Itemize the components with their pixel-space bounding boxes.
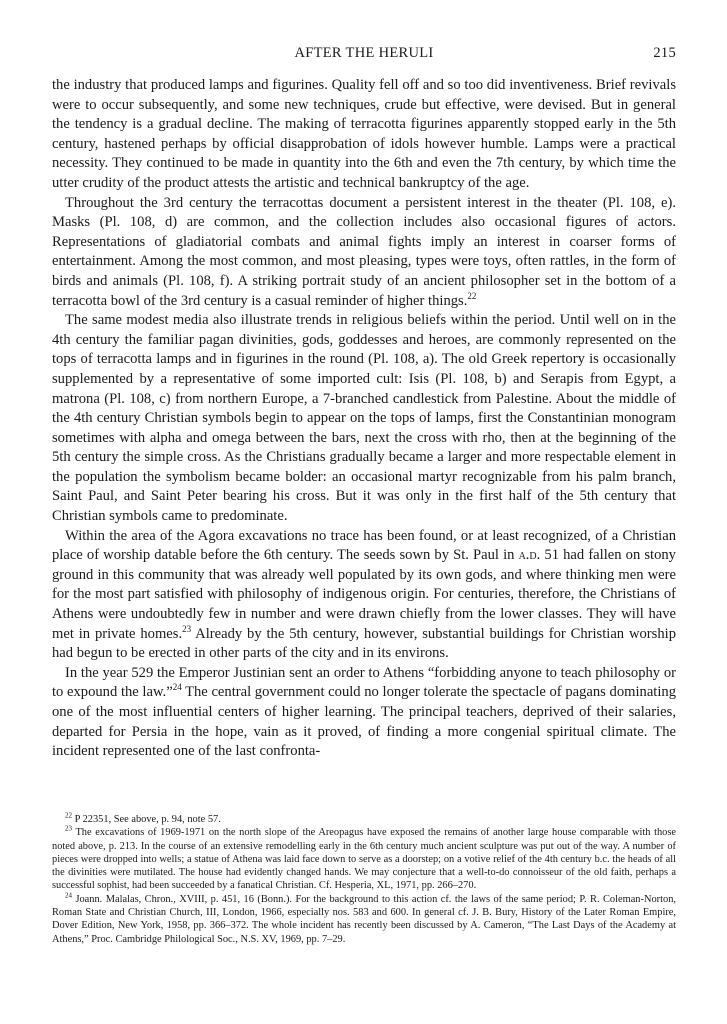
paragraph-5-text-b: The central government could no longer tolerate the spectacle of pagans dominating one of the most influential centers of higher learning. The principal teachers, deprived of their salaries, departed for Persia in the hope, vain as it proved, of finding a more congenial spiritual climate. The incident represented one of the last confronta- [52,684,676,760]
footnote-24-mark: 24 [65,891,72,900]
footnote-23-mark: 23 [65,824,72,833]
footnote-22-text: P 22351, See above, p. 94, note 57. [72,814,221,825]
footnote-ref-22[interactable]: 22 [467,290,477,301]
footnote-22-mark: 22 [65,811,72,820]
page-header [52,45,676,65]
paragraph-5 [52,664,676,762]
era-abbreviation: a.d. [518,547,541,564]
paragraph-1-text: the industry that produced lamps and figurines. Quality fell off and so too did inventiveness. Brief revivals were to occur subsequently, and some new techniques, crude but effective, were devised. But in general the tendency is a gradual decline. The making of terracotta figurines apparently stopped early in the 5th century, hastened perhaps by official disapprobation of idols however humble. Lamps were a practical necessity. They continued to be made in quantity into the 6th and even the 7th century, by which time the utter crudity of the product attests the artistic and technical bankruptcy of the age. [52,77,676,191]
footnote-ref-24[interactable]: 24 [172,682,182,693]
running-head: AFTER THE HERULI [294,45,434,61]
paragraph-3-text: The same modest media also illustrate trends in religious beliefs within the period. Until well on in the 4th century the familiar pagan divinities, gods, goddesses and heroes, are commonly represented on the tops of terracotta lamps and in figurines in the round (Pl. 108, a). The old Greek repertory is occasionally supplemented by a representative of some imported cult: Isis (Pl. 108, b) and Serapis from Egypt, a matrona (Pl. 108, c) from northern Europe, a 7-branched candlestick from Palestine. About the middle of the 4th century Christian symbols begin to appear on the tops of lamps, first the Constantinian monogram sometimes with alpha and omega between the bars, next the cross with rho, then at the beginning of the 5th century the simple cross. As the Christians gradually became a larger and more respectable element in the population the symbolism became bolder: an occasional martyr recognizable from his palm branch, Saint Paul, and Saint Peter bearing his cross. But it was only in the first half of the 5th century that Christian symbols came to predominate. [52,312,676,525]
paragraph-4-text-b: 51 had fallen on stony ground in this community that was already well populated by its own gods, and where thinking men were for the most part satisfied with philosophy of indigenous origin. For centuries, therefore, the Christians of Athens were undoubtedly few in number and were drawn chiefly from the lower classes. They will have met in private homes. [52,547,676,642]
paragraph-3 [52,311,676,527]
paragraph-2 [52,194,676,312]
paragraph-4 [52,527,676,664]
footnote-ref-23[interactable]: 23 [182,623,192,634]
footnote-24 [52,893,676,946]
paragraph-5-text-a: In the year 529 the Emperor Justinian sent an order to Athens “forbidding anyone to teach philosophy or to expound the law.” [52,664,676,701]
paragraph-4-text-a: Within the area of the Agora excavations no trace has been found, or at least recognized, of a Christian place of worship datable before the 6th century. The seeds sown by St. Paul in [52,527,676,564]
footnote-23 [52,826,676,892]
footnote-23-text: The excavations of 1969-1971 on the north slope of the Areopagus have exposed the remains of another large house comparable with those noted above, p. 213. In the course of an extensive remodelling early in the 6th century much ancient sculpture was put out of the way. A number of pieces were dropped into wells; a statue of Athena was laid face down to serve as a doorstep; on a votive relief of the 4th century b.c. the heads of all the divinities were mutilated. The house had evidently changed hands. We may conjecture that a well-to-do connoisseur of the old faith, perhaps a successful sophist, had been succeeded by a fanatical Christian. Cf. Hesperia, XL, 1971, pp. 266–270. [52,827,676,892]
page-number: 215 [653,45,676,61]
paragraph-1 [52,76,676,194]
paragraph-2-text: Throughout the 3rd century the terracottas document a persistent interest in the theater (Pl. 108, e). Masks (Pl. 108, d) are common, and the collection includes also occasional figures of actors. Representations of gladiatorial combats and animal fights imply an interest in coarser forms of entertainment. Among the most common, and most pleasing, types were toys, often rattles, in the form of birds and animals (Pl. 108, f). A striking portrait study of an ancient philosopher set in the bottom of a terracotta bowl of the 3rd century is a casual reminder of higher things. [52,194,676,309]
paragraph-4-text-c: Already by the 5th century, however, substantial buildings for Christian worship had begun to be erected in other parts of the city and in its environs. [52,625,676,662]
footnote-24-text: Joann. Malalas, Chron., XVIII, p. 451, 16 (Bonn.). For the background to this action cf. the laws of the same period; P. R. Coleman-Norton, Roman State and Christian Church, III, London, 1966, especially nos. 583 and 600. In general cf. J. B. Bury, History of the Later Roman Empire, Dover Edition, New York, 1958, pp. 366–372. The whole incident has recently been discussed by A. Cameron, “The Last Days of the Academy at Athens,” Proc. Cambridge Philological Soc., N.S. XV, 1969, pp. 7–29. [52,893,676,945]
footnotes [52,813,676,946]
main-text [52,76,676,762]
footnote-22 [52,813,676,826]
